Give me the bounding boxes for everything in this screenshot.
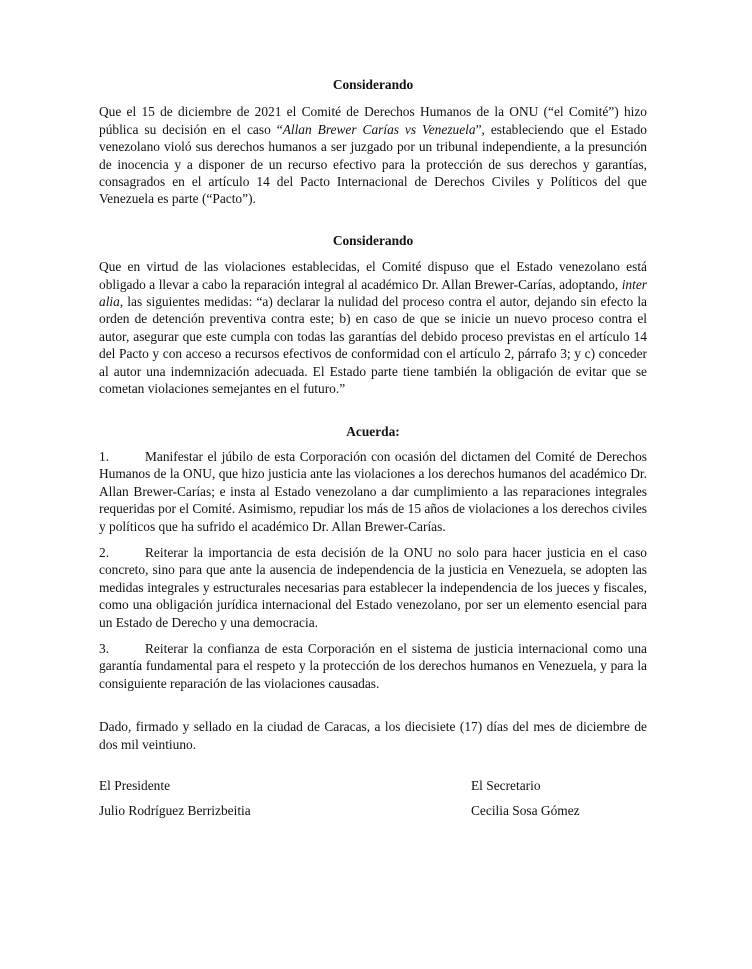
latin-term-italic: inter alia [99,276,647,310]
considerando-paragraph-1 [99,103,647,207]
signature-block [99,777,647,827]
signatory-name: Cecilia Sosa Gómez [471,803,580,819]
section-heading-considerando-2: Considerando [332,232,414,248]
paragraph-text: Que en virtud de las violaciones establecidas, el Comité dispuso que el Estado venezolano está obligado a llevar a cabo la reparación integral al académico Dr. Allan Brewer-Carías, adoptando, [99,259,647,292]
signature-president [99,777,251,820]
item-number: 1. [99,448,110,464]
acuerda-item-3 [99,640,647,692]
item-text: Reiterar la confianza de esta Corporación en el sistema de justicia internacional como una garantía fundamental para el respeto y la protección de los derechos humanos en Venezuela, y para la consiguiente reparación de las violaciones causadas. [99,640,647,691]
signatory-name: Julio Rodríguez Berrizbeitia [99,803,251,819]
signature-secretary [471,777,580,820]
item-text: Manifestar el júbilo de esta Corporación con ocasión del dictamen del Comité de Derechos Humanos de la ONU, que hizo justicia ante las violaciones a los derechos humanos del académico Dr. Allan Brewer-Carías; e insta al Estado venezolano a dar cumplimiento a las reparaciones integrales requeridas por el Comité. Asimismo, repudiar los más de 15 años de violaciones a los derechos civiles y políticos que ha sufrido el académico Dr. Allan Brewer-Carías. [99,448,647,534]
section-heading-considerando-1: Considerando [332,77,414,92]
item-number: 2. [99,544,110,560]
item-number: 3. [99,640,110,656]
signatory-title: El Secretario [471,778,541,793]
case-name-italic: Allan Brewer Carías vs Venezuela [282,121,476,137]
paragraph-text: ”, estableciendo que el Estado venezolano violó sus derechos humanos a ser juzgado por un tribunal independiente, a la presunción de inocencia y a disponer de un recurso efectivo para la protección de sus derechos y garantías, consagrados en el artículo 14 del Pacto Internacional de Derechos Civiles y Políticos del que Venezuela es parte (“Pacto”). [99,121,647,207]
considerando-paragraph-2 [99,258,647,397]
signatory-title: El Presidente [99,778,171,793]
acuerda-item-1 [99,448,647,535]
section-heading-acuerda: Acuerda: [346,423,400,439]
paragraph-text: Que el 15 de diciembre de 2021 el Comité de Derechos Humanos de la ONU (“el Comité”) hizo pública su decisión en el caso “ [99,104,647,137]
paragraph-text: , las siguientes medidas: “a) declarar la nulidad del proceso contra el autor, dejando sin efecto la orden de detención preventiva contra este; b) en caso de que se inicie un nuevo proceso contra el autor, asegurar que este cumpla con todas las garantías del debido proceso previstas en el artículo 14 del Pacto y con acceso a recursos efectivos de conformidad con el artículo 2, párrafo 3; y c) conceder al autor una indemnización adecuada. El Estado parte tiene también la obligación de evitar que se cometan violaciones semejantes en el futuro.” [99,294,647,397]
document-body [99,76,647,827]
item-text: Reiterar la importancia de esta decisión de la ONU no solo para hacer justicia en el caso concreto, sino para que ante la ausencia de independencia de la justicia en Venezuela, se adopten las medidas integrales y estructurales necesarias para establecer la independencia de los jueces y fiscales, como una obligación jurídica internacional del Estado venezolano, por ser un elemento esencial para un Estado de Derecho y una democracia. [99,544,647,630]
closing-statement: Dado, firmado y sellado en la ciudad de Caracas, a los diecisiete (17) días del mes de diciembre de dos mil veintiuno. [99,719,647,752]
acuerda-item-2 [99,544,647,631]
